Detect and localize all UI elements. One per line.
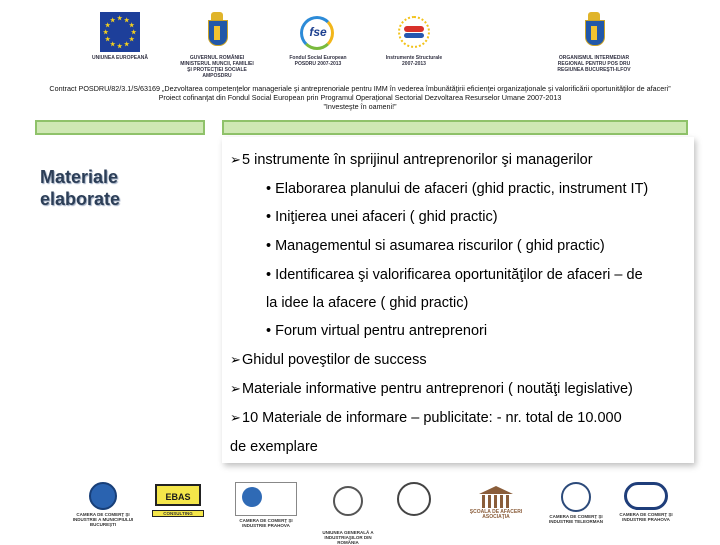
- fse-icon: [298, 14, 338, 52]
- ce-emblem-icon: [624, 482, 668, 510]
- scoala-emblem-icon: [397, 482, 431, 516]
- fse-logo-caption: Fondul Social European POSDRU 2007-2013: [289, 55, 347, 67]
- ebas-logo: [152, 482, 204, 517]
- ugir-emblem-icon: [333, 486, 363, 516]
- list-item: • Managementul si asumarea riscurilor ( ghid practic): [266, 238, 605, 254]
- arrow-bullet-icon: ➢: [230, 352, 241, 367]
- ccipv-emblem-icon: [235, 482, 297, 516]
- structural-logo-caption: Instrumente Structurale 2007-2013: [385, 55, 443, 67]
- contract-header: [0, 84, 720, 111]
- list-item: • Iniţierea unei afaceri ( ghid practic): [266, 209, 498, 225]
- list-item: ➢5 instrumente în sprijinul antreprenorilor şi managerilor: [230, 152, 593, 168]
- list-item: • Forum virtual pentru antreprenori: [266, 323, 488, 339]
- list-item: • Identificarea şi valorificarea oportunităţilor de afaceri – de: [266, 267, 643, 283]
- list-item: ➢Ghidul poveştilor de success: [230, 352, 427, 368]
- caduceus-emblem-icon: [561, 482, 591, 512]
- ce-logo-caption: CAMERA DE COMERŢ ŞI INDUSTRIE PRAHOVA: [619, 512, 673, 522]
- list-item: ➢10 Materiale de informare – publicitate: - nr. total de 10.000: [230, 410, 622, 426]
- content-box: [222, 137, 694, 463]
- eu-logo: [88, 12, 152, 61]
- slide-title: Materiale elaborate: [40, 167, 121, 209]
- building-icon: [479, 486, 513, 508]
- romania-crest-icon: [583, 12, 605, 52]
- ebas-logo-caption: CONSULTING: [152, 510, 204, 517]
- ccib-logo-caption: CAMERA DE COMERŢ ŞI INDUSTRIE A MUNICIPIULUI BUCUREŞTI: [72, 512, 134, 527]
- ebas-mark: EBAS: [155, 484, 201, 506]
- ccib-logo: [72, 482, 134, 527]
- scoala-logo: [393, 482, 435, 518]
- oirposdru-logo: [552, 12, 636, 73]
- arrow-bullet-icon: ➢: [230, 152, 241, 167]
- project-line: Proiect cofinanţat din Fondul Social European prin Programul Operaţional Sectorial Dezvoltarea Resurselor Umane 2007-2013: [158, 93, 562, 102]
- ministry-logo: [180, 12, 254, 79]
- list-item: de exemplare: [230, 439, 318, 455]
- ccit-logo: [546, 482, 606, 524]
- structural-logo: [384, 12, 444, 67]
- structural-instruments-icon: [394, 12, 434, 52]
- oirposdru-logo-caption: ORGANISMUL INTERMEDIAR REGIONAL PENTRU POS DRU REGIUNEA BUCUREŞTI-ILFOV: [557, 55, 631, 73]
- ccipv-logo-caption: CAMERA DE COMERŢ ŞI INDUSTRIE PRAHOVA: [239, 518, 293, 528]
- romania-crest-icon: [206, 12, 228, 52]
- ccipv-logo: [232, 482, 300, 528]
- right-green-bar: [222, 120, 688, 135]
- fse-mark: fse: [309, 25, 327, 39]
- arrow-bullet-icon: ➢: [230, 381, 241, 396]
- scoala-logo-caption: ŞCOALA DE AFACERI: [469, 509, 523, 515]
- left-green-bar: [35, 120, 205, 135]
- ugir-logo: [320, 482, 376, 545]
- asociatie-logo: [460, 482, 532, 520]
- ce-logo: [614, 482, 678, 522]
- eu-logo-caption: UNIUNEA EUROPEANĂ: [92, 55, 148, 61]
- ministry-logo-caption: GUVERNUL ROMÂNIEI MINISTERUL MUNCII, FAMILIEI ŞI PROTECŢIEI SOCIALE AMPOSDRU: [180, 55, 254, 79]
- ccit-logo-caption: CAMERA DE COMERŢ ŞI INDUSTRIE TELEORMAN: [549, 514, 603, 524]
- slogan-line: ”Investeşte în oameni!”: [323, 102, 397, 111]
- list-item: la idee la afacere ( ghid practic): [266, 295, 469, 311]
- list-item: • Elaborarea planului de afaceri (ghid practic, instrument IT): [266, 181, 649, 197]
- list-item: ➢Materiale informative pentru antreprenori ( noutăţi legislative): [230, 381, 633, 397]
- asociatie-logo-caption: ASOCIAŢIA: [482, 514, 510, 520]
- fse-logo: [286, 14, 350, 67]
- chamber-emblem-icon: [89, 482, 117, 510]
- arrow-bullet-icon: ➢: [230, 410, 241, 425]
- ugir-logo-caption: UNIUNEA GENERALĂ A INDUSTRIAŞILOR DIN ROMÂNIA: [322, 530, 374, 545]
- contract-line: Contract POSDRU/82/3.1/S/63169 „Dezvoltarea competenţelor manageriale şi antreprenoriale pentru IMM în vederea îmbunătăţirii eficienţei organizaţionale şi valorificării oportunităţilor de afaceri”: [49, 84, 671, 93]
- eu-flag-icon: ★ ★ ★ ★ ★ ★ ★ ★ ★ ★ ★ ★: [100, 12, 140, 52]
